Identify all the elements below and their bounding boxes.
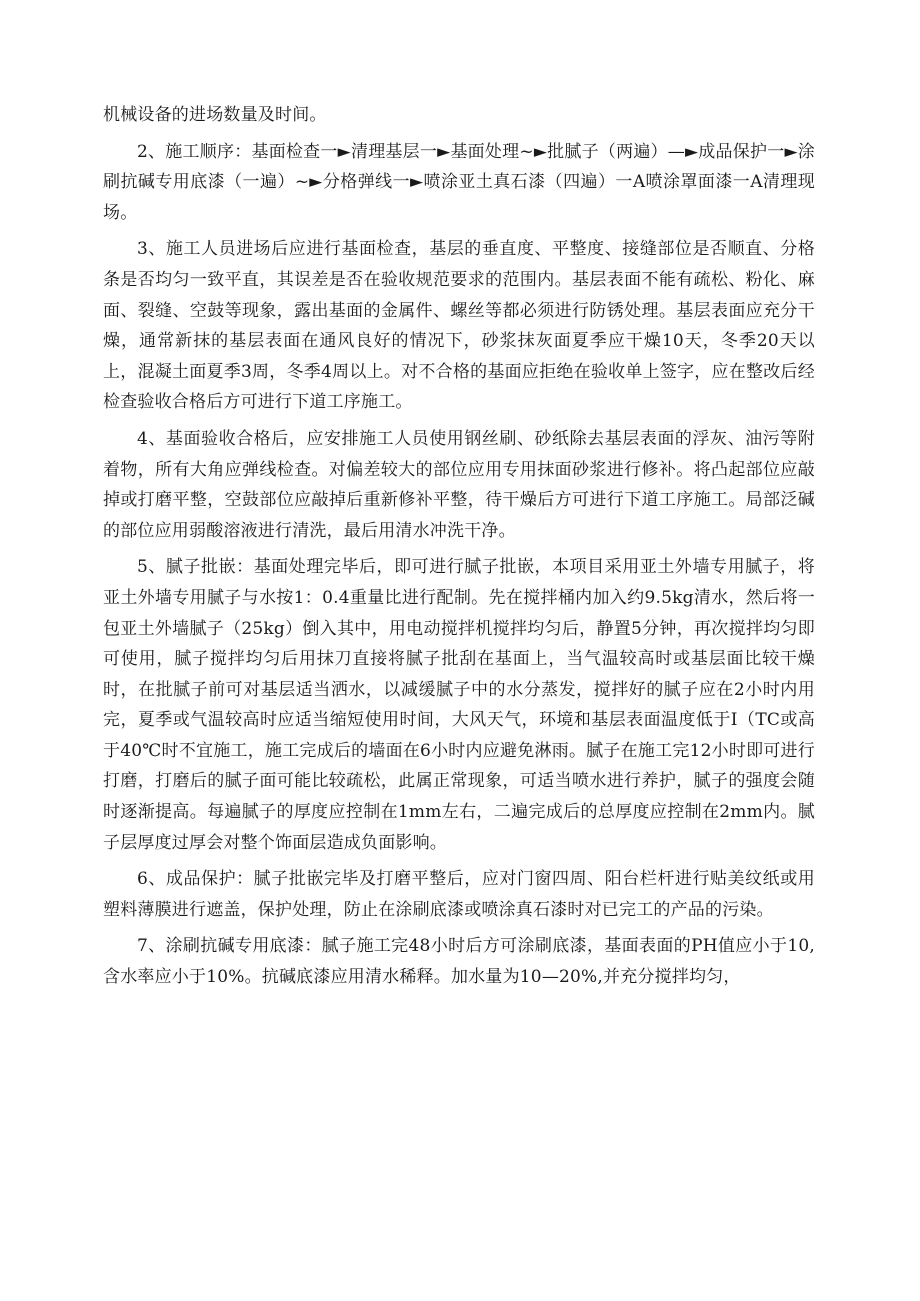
paragraph-alkali-primer: 7、涂刷抗碱专用底漆：腻子施工完48小时后方可涂刷底漆，基面表面的PH值应小于10,含水率应小于10%。抗碱底漆应用清水稀释。加水量为10—20%,并充分搅拌均匀， xyxy=(103,936,815,988)
paragraph-base-inspection: 3、施工人员进场后应进行基面检查，基层的垂直度、平整度、接缝部位是否顺直、分格条是否均匀一致平直，其误差是否在验收规范要求的范围内。基层表面不能有疏松、粉化、麻面、裂缝、空鼓等现象，露出基面的金属件、螺丝等都必须进行防锈处理。基层表面应充分干燥，通常新抹的基层表面在通风良好的情况下，砂浆抹灰面夏季应干燥10天，冬季20天以上，混凝土面夏季3周，冬季4周以上。对不合格的基面应拒绝在验收单上签字，应在整改后经检查验收合格后方可进行下道工序施工。 xyxy=(103,239,815,413)
paragraph-finished-protection: 6、成品保护：腻子批嵌完毕及打磨平整后，应对门窗四周、阳台栏杆进行贴美纹纸或用塑料薄膜进行遮盖，保护处理，防止在涂刷底漆或喷涂真石漆时对已完工的产品的污染。 xyxy=(103,869,815,920)
document-body xyxy=(103,100,815,999)
paragraph-base-treatment: 4、基面验收合格后，应安排施工人员使用钢丝刷、砂纸除去基层表面的浮灰、油污等附着物，所有大角应弹线检查。对偏差较大的部位应用专用抹面砂浆进行修补。将凸起部位应敲掉或打磨平整，空鼓部位应敲掉后重新修补平整，待干燥后方可进行下道工序施工。局部泛碱的部位应用弱酸溶液进行清洗，最后用清水冲洗干净。 xyxy=(103,428,815,541)
paragraph-equipment-entry: 机械设备的进场数量及时间。 xyxy=(103,105,327,125)
paragraph-construction-sequence: 2、施工顺序：基面检查一►清理基层一►基面处理~►批腻子（两遍）—►成品保护一►涂刷抗碱专用底漆（一遍）~►分格弹线一►喷涂亚土真石漆（四遍）一A喷涂罩面漆一A清理现场。 xyxy=(103,141,815,223)
paragraph-putty-application: 5、腻子批嵌：基面处理完毕后，即可进行腻子批嵌，本项目采用亚土外墙专用腻子，将亚土外墙专用腻子与水按1：0.4重量比进行配制。先在搅拌桶内加入约9.5kg清水，然后将一包亚土外墙腻子（25kg）倒入其中，用电动搅拌机搅拌均匀后，静置5分钟，再次搅拌均匀即可使用，腻子搅拌均匀后用抹刀直接将腻子批刮在基面上，当气温较高时或基层面比较干燥时，在批腻子前可对基层适当洒水，以减缓腻子中的水分蒸发，搅拌好的腻子应在2小时内用完，夏季或气温较高时应适当缩短使用时间，大风天气，环境和基层表面温度低于I（TC或高于40℃时不宜施工，施工完成后的墙面在6小时内应避免淋雨。腻子在施工完12小时即可进行打磨，打磨后的腻子面可能比较疏松，此属正常现象，可适当喷水进行养护，腻子的强度会随时逐渐提高。每遍腻子的厚度应控制在1mm左右，二遍完成后的总厚度应控制在2mm内。腻子层厚度过厚会对整个饰面层造成负面影响。 xyxy=(103,557,815,853)
